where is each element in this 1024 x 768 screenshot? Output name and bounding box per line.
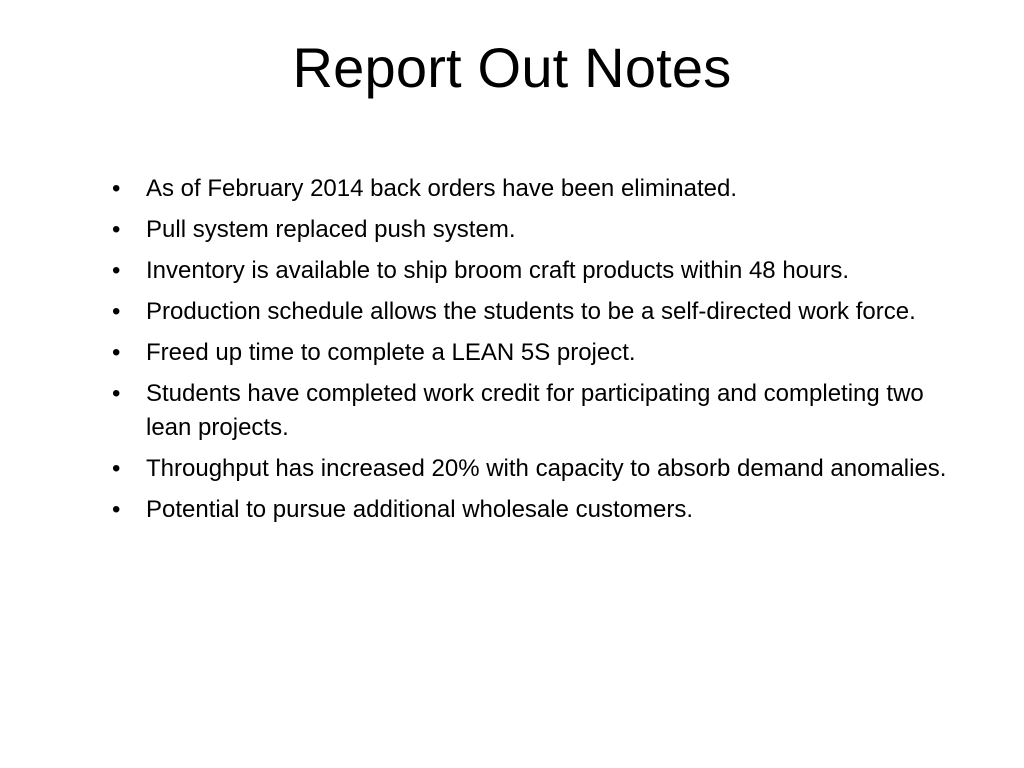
bullet-text: Throughput has increased 20% with capacity to absorb demand anomalies. [146, 455, 947, 482]
bullet-icon: • [112, 455, 121, 482]
bullet-text: Pull system replaced push system. [146, 216, 516, 243]
bullet-text: Potential to pursue additional wholesale customers. [146, 496, 693, 523]
bullet-text: Production schedule allows the students to be a self-directed work force. [146, 298, 916, 325]
bullet-icon: • [112, 339, 121, 366]
slide-title: Report Out Notes [292, 36, 732, 99]
bullet-text: As of February 2014 back orders have been eliminated. [146, 175, 738, 202]
bullet-icon: • [112, 216, 121, 243]
bullet-icon: • [112, 496, 121, 523]
bullet-text: Inventory is available to ship broom craft products within 48 hours. [146, 257, 850, 284]
bullet-item [112, 336, 962, 370]
bullet-list [112, 172, 962, 534]
bullet-item [112, 452, 962, 486]
bullet-item [112, 295, 962, 329]
bullet-icon: • [112, 298, 121, 325]
bullet-item [112, 254, 962, 288]
bullet-text: Students have completed work credit for participating and completing two lean projects. [146, 380, 924, 441]
bullet-icon: • [112, 380, 121, 407]
bullet-item [112, 493, 962, 527]
bullet-icon: • [112, 175, 121, 202]
bullet-icon: • [112, 257, 121, 284]
bullet-text: Freed up time to complete a LEAN 5S project. [146, 339, 636, 366]
bullet-item [112, 213, 962, 247]
bullet-item [112, 172, 962, 206]
bullet-item [112, 377, 962, 445]
